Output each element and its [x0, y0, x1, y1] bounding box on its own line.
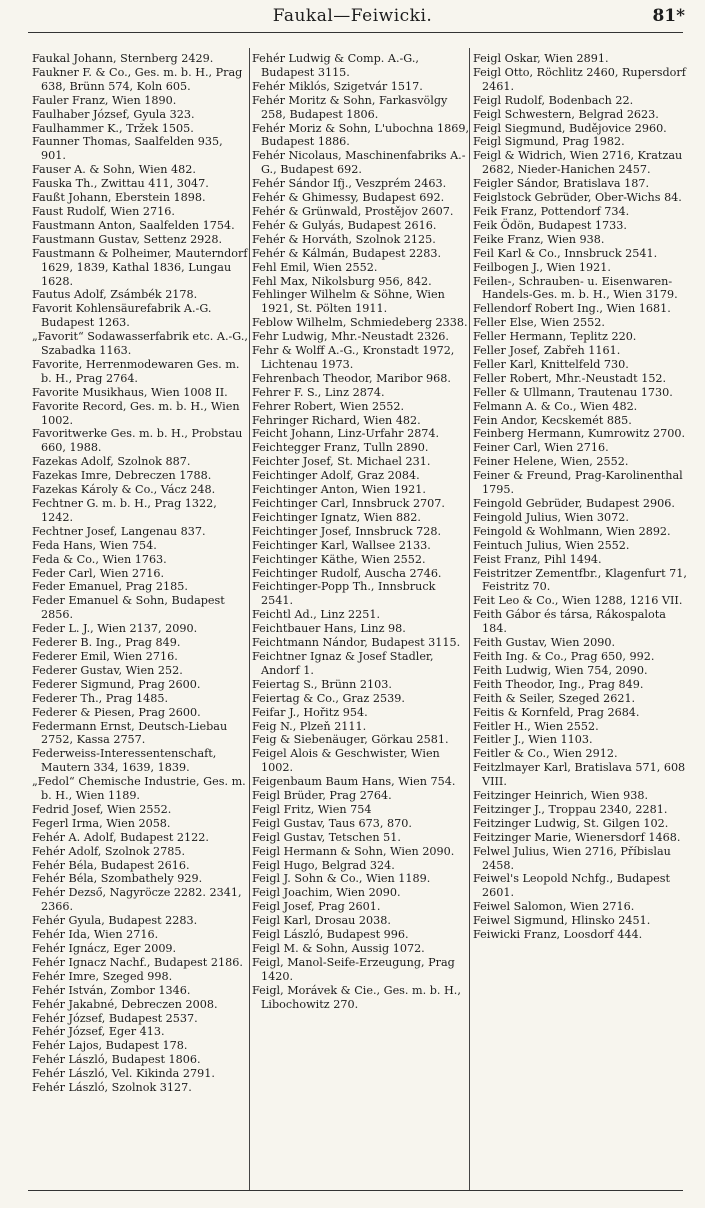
- directory-entry: Fehl Max, Nikolsburg 956, 842.: [252, 274, 432, 288]
- directory-entry: Faukal Johann, Sternberg 2429.: [32, 52, 214, 65]
- column-2: [252, 52, 470, 1188]
- directory-entry: Feigl Josef, Prag 2601.: [252, 900, 381, 914]
- directory-entry: Feitler H., Wien 2552.: [473, 719, 599, 733]
- directory-entry: Feistritzer Zementfbr., Klagenfurt 71, Feistritz 70.: [473, 566, 687, 594]
- directory-entry: Feigl Schwestern, Belgrad 2623.: [473, 107, 659, 121]
- column-1: [32, 52, 250, 1188]
- directory-entry: Feller Karl, Knittelfeld 730.: [473, 357, 629, 371]
- directory-entry: Feiglstock Gebrüder, Ober-Wichs 84.: [473, 191, 682, 205]
- directory-entry: Feiner & Freund, Prag-Karolinenthal 1795.: [473, 469, 683, 497]
- directory-entry: Fehlinger Wilhelm & Söhne, Wien 1921, St. Pölten 1911.: [252, 288, 445, 316]
- directory-entry: Fehér Ludwig & Comp. A.-G., Budapest 3115.: [252, 52, 419, 79]
- directory-entry: Fehér Lajos, Budapest 178.: [32, 1039, 188, 1053]
- directory-entry: Feichtinger Ignatz, Wien 882.: [252, 510, 421, 524]
- directory-entry: Feichtinger-Popp Th., Innsbruck 2541.: [252, 580, 436, 608]
- directory-entry: Feigl László, Budapest 996.: [252, 928, 409, 942]
- directory-entry: Fehér Béla, Budapest 2616.: [32, 858, 190, 872]
- directory-entry: Feil Karl & Co., Innsbruck 2541.: [473, 246, 658, 260]
- directory-entry: Feigl Siegmund, Budějovice 2960.: [473, 121, 667, 135]
- directory-entry: Fehér & Gulyás, Budapest 2616.: [252, 218, 437, 232]
- directory-entry: Fehér Moriz & Sohn, L'ubochna 1869, Budapest 1886.: [252, 121, 470, 149]
- directory-entry: Faustmann & Polheimer, Mauterndorf 1629, 1839, Kathal 1836, Lungau 1628.: [32, 246, 248, 288]
- directory-entry: Favorite Musikhaus, Wien 1008 II.: [32, 385, 228, 399]
- directory-entry: Fehér József, Eger 413.: [32, 1025, 165, 1039]
- directory-entry: Feda Hans, Wien 754.: [32, 538, 157, 552]
- directory-entry: Feist Franz, Pihl 1494.: [473, 552, 602, 566]
- directory-entry: Fehér Nicolaus, Maschinenfabriks A.-G., Budapest 692.: [252, 149, 466, 177]
- directory-entry: Feik Ödön, Budapest 1733.: [473, 218, 627, 232]
- directory-entry: Fehér & Grünwald, Prostějov 2607.: [252, 204, 454, 218]
- column-3: [473, 52, 691, 1188]
- directory-entry: Fechtner G. m. b. H., Prag 1322, 1242.: [32, 497, 217, 524]
- column-divider: [249, 48, 250, 1190]
- directory-entry: Feigl Rudolf, Bodenbach 22.: [473, 93, 634, 107]
- directory-entry: Feingold Julius, Wien 3072.: [473, 510, 629, 524]
- directory-entry: Fehér Sándor Ifj., Veszprém 2463.: [252, 177, 447, 191]
- directory-entry: Fehér Adolf, Szolnok 2785.: [32, 844, 186, 858]
- directory-entry: Feder Carl, Wien 2716.: [32, 566, 165, 580]
- directory-entry: Fellendorf Robert Ing., Wien 1681.: [473, 302, 671, 316]
- directory-entry: Feigler Sándor, Bratislava 187.: [473, 177, 650, 191]
- directory-entry: Faust Rudolf, Wien 2716.: [32, 204, 175, 218]
- directory-entry: Feller Else, Wien 2552.: [473, 316, 605, 330]
- directory-entry: Feiner Carl, Wien 2716.: [473, 441, 609, 455]
- directory-entry: Feitler & Co., Wien 2912.: [473, 747, 618, 761]
- directory-entry: Fehér Ida, Wien 2716.: [32, 928, 159, 942]
- directory-entry: Feilbogen J., Wien 1921.: [473, 260, 611, 274]
- directory-entry: Feichtbauer Hans, Linz 98.: [252, 622, 406, 636]
- directory-entry: Fehér & Kálmán, Budapest 2283.: [252, 246, 442, 260]
- directory-entry: Feigl Oskar, Wien 2891.: [473, 52, 609, 65]
- directory-entry: Feigl Otto, Röchlitz 2460, Rupersdorf 2461.: [473, 65, 686, 93]
- directory-entry: Fechtner Josef, Langenau 837.: [32, 524, 206, 538]
- directory-entry: Fautus Adolf, Zsámbék 2178.: [32, 288, 198, 302]
- directory-entry: Fauska Th., Zwittau 411, 3047.: [32, 177, 209, 191]
- directory-entry: Feigl, Manol-Seife-Erzeugung, Prag 1420.: [252, 955, 455, 983]
- directory-entry: Fehér Moritz & Sohn, Farkasvölgy 258, Budapest 1806.: [252, 93, 448, 121]
- directory-entry: Federmann Ernst, Deutsch-Liebau 2752, Kassa 2757.: [32, 719, 228, 747]
- header-rule: [28, 32, 683, 33]
- directory-entry: Favoritwerke Ges. m. b. H., Probstau 660, 1988.: [32, 427, 243, 455]
- directory-entry: Feigl J. Sohn & Co., Wien 1189.: [252, 872, 431, 886]
- directory-entry: Federer Th., Prag 1485.: [32, 691, 169, 705]
- directory-entry: Feichtmann Nándor, Budapest 3115.: [252, 636, 461, 650]
- footer-rule: [28, 1190, 683, 1191]
- directory-entry: Federweiss-Interessentenschaft, Mautern 334, 1639, 1839.: [32, 747, 217, 775]
- directory-entry: Feitzinger Ludwig, St. Gilgen 102.: [473, 816, 669, 830]
- directory-entry: Feiwel's Leopold Nchfg., Budapest 2601.: [473, 872, 670, 900]
- directory-entry: Feichtinger Käthe, Wien 2552.: [252, 552, 426, 566]
- directory-entry: „Fedol“ Chemische Industrie, Ges. m. b. H., Wien 1189.: [32, 775, 246, 803]
- directory-entry: Feitzinger J., Troppau 2340, 2281.: [473, 802, 668, 816]
- directory-entry: Faulhaber József, Gyula 323.: [32, 107, 195, 121]
- directory-entry: Fauler Franz, Wien 1890.: [32, 93, 177, 107]
- directory-entry: Fehér & Ghimessy, Budapest 692.: [252, 191, 445, 205]
- directory-entry: Fehér & Horváth, Szolnok 2125.: [252, 232, 436, 246]
- directory-entry: Fehl Emil, Wien 2552.: [252, 260, 378, 274]
- directory-entry: Fazekas Adolf, Szolnok 887.: [32, 455, 191, 469]
- directory-entry: Fazekas Károly & Co., Vácz 248.: [32, 483, 216, 497]
- directory-entry: Feitzlmayer Karl, Bratislava 571, 608 VIII.: [473, 761, 686, 789]
- column-divider: [469, 48, 470, 1190]
- directory-entry: Feig & Siebenäuger, Görkau 2581.: [252, 733, 449, 747]
- directory-entry: Feintuch Julius, Wien 2552.: [473, 538, 630, 552]
- directory-entry: Feith Ludwig, Wien 754, 2090.: [473, 663, 648, 677]
- directory-entry: Fehér Miklós, Szigetvár 1517.: [252, 79, 423, 93]
- directory-entry: Feith Ing. & Co., Prag 650, 992.: [473, 649, 655, 663]
- directory-entry: Feigl Fritz, Wien 754: [252, 802, 372, 816]
- directory-entry: Feith Gustav, Wien 2090.: [473, 636, 616, 650]
- directory-entry: Feigenbaum Baum Hans, Wien 754.: [252, 775, 456, 789]
- directory-entry: Feigl Gustav, Tetschen 51.: [252, 830, 401, 844]
- directory-entry: Fehér József, Budapest 2537.: [32, 1011, 198, 1025]
- directory-entry: Fehér Béla, Szombathely 929.: [32, 872, 203, 886]
- directory-entry: Feicht Johann, Linz-Urfahr 2874.: [252, 427, 440, 441]
- directory-entry: Fehér István, Zombor 1346.: [32, 983, 191, 997]
- directory-entry: Feifar J., Hořitz 954.: [252, 705, 368, 719]
- directory-entry: Feigl Brüder, Prag 2764.: [252, 789, 392, 803]
- directory-entry: Feller Robert, Mhr.-Neustadt 152.: [473, 371, 667, 385]
- directory-entry: Feik Franz, Pottendorf 734.: [473, 204, 630, 218]
- directory-entry: Favorite Record, Ges. m. b. H., Wien 1002.: [32, 399, 240, 427]
- directory-entry: „Favorit“ Sodawasserfabrik etc. A.-G., Szabadka 1163.: [32, 330, 248, 358]
- directory-entry: Fehér Imre, Szeged 998.: [32, 969, 173, 983]
- directory-entry: Feigl Hermann & Sohn, Wien 2090.: [252, 844, 455, 858]
- directory-entry: Feichtinger Carl, Innsbruck 2707.: [252, 497, 445, 510]
- directory-entry: Fauser A. & Sohn, Wien 482.: [32, 163, 196, 177]
- directory-entry: Fedrid Josef, Wien 2552.: [32, 802, 172, 816]
- directory-entry: Feith & Seiler, Szeged 2621.: [473, 691, 636, 705]
- directory-entry: Feder Emanuel & Sohn, Budapest 2856.: [32, 594, 225, 622]
- directory-entry: Feitler J., Wien 1103.: [473, 733, 593, 747]
- directory-entry: Feichtner Ignaz & Josef Stadler, Andorf 1.: [252, 649, 434, 677]
- directory-entry: Faunner Thomas, Saalfelden 935, 901.: [32, 135, 223, 163]
- directory-entry: Felmann A. & Co., Wien 482.: [473, 399, 638, 413]
- directory-entry: Feiwicki Franz, Loosdorf 444.: [473, 928, 643, 942]
- directory-entry: Federer Sigmund, Prag 2600.: [32, 677, 201, 691]
- directory-entry: Feller & Ullmann, Trautenau 1730.: [473, 385, 673, 399]
- directory-entry: Faulhammer K., Tržek 1505.: [32, 121, 194, 135]
- directory-entry: Feichter Josef, St. Michael 231.: [252, 455, 431, 469]
- directory-entry: Feda & Co., Wien 1763.: [32, 552, 167, 566]
- directory-entry: Feigl, Morávek & Cie., Ges. m. b. H., Libochowitz 270.: [252, 983, 461, 1011]
- directory-entry: Faußt Johann, Eberstein 1898.: [32, 191, 206, 205]
- directory-entry: Fehrenbach Theodor, Maribor 968.: [252, 371, 451, 385]
- directory-entry: Feller Hermann, Teplitz 220.: [473, 330, 637, 344]
- directory-entry: Feigl Gustav, Taus 673, 870.: [252, 816, 412, 830]
- directory-entry: Feigl Sigmund, Prag 1982.: [473, 135, 625, 149]
- directory-entry: Faustmann Anton, Saalfelden 1754.: [32, 218, 235, 232]
- directory-entry: Feigel Alois & Geschwister, Wien 1002.: [252, 747, 440, 775]
- directory-entry: Feig N., Plzeň 2111.: [252, 719, 367, 733]
- directory-entry: Fegerl Irma, Wien 2058.: [32, 816, 171, 830]
- directory-entry: Favorite, Herrenmodewaren Ges. m. b. H., Prag 2764.: [32, 357, 240, 385]
- directory-entry: Fehér László, Szolnok 3127.: [32, 1081, 192, 1095]
- directory-entry: Federer Gustav, Wien 252.: [32, 663, 183, 677]
- directory-entry: Federer & Piesen, Prag 2600.: [32, 705, 201, 719]
- directory-entry: Feichtinger Rudolf, Auscha 2746.: [252, 566, 442, 580]
- directory-entry: Fehringer Richard, Wien 482.: [252, 413, 421, 427]
- directory-entry: Fehrer F. S., Linz 2874.: [252, 385, 385, 399]
- directory-entry: Feichtl Ad., Linz 2251.: [252, 608, 381, 622]
- directory-entry: Feith Gábor és társa, Rákospalota 184.: [473, 608, 666, 636]
- directory-entry: Feigl Joachim, Wien 2090.: [252, 886, 401, 900]
- directory-entry: Feigl & Widrich, Wien 2716, Kratzau 2682, Nieder-Hanichen 2457.: [473, 149, 683, 177]
- directory-entry: Feichtinger Karl, Wallsee 2133.: [252, 538, 431, 552]
- directory-entry: Fehér A. Adolf, Budapest 2122.: [32, 830, 209, 844]
- directory-entry: Feiwel Sigmund, Hlinsko 2451.: [473, 914, 651, 928]
- directory-entry: Fazekas Imre, Debreczen 1788.: [32, 469, 212, 483]
- page-number: 81*: [652, 6, 685, 26]
- directory-entry: Fehér Dezső, Nagyröcze 2282. 2341, 2366.: [32, 886, 242, 914]
- directory-entry: Feith Theodor, Ing., Prag 849.: [473, 677, 644, 691]
- directory-entry: Feinberg Hermann, Kumrowitz 2700.: [473, 427, 686, 441]
- directory-entry: Feichtinger Anton, Wien 1921.: [252, 483, 426, 497]
- directory-entry: Federer B. Ing., Prag 849.: [32, 636, 181, 650]
- directory-entry: Feichtinger Josef, Innsbruck 728.: [252, 524, 442, 538]
- directory-entry: Fein Andor, Kecskemét 885.: [473, 413, 632, 427]
- directory-entry: Fehér Jakabné, Debreczen 2008.: [32, 997, 218, 1011]
- directory-entry: Feingold & Wohlmann, Wien 2892.: [473, 524, 671, 538]
- directory-entry: Feigl Karl, Drosau 2038.: [252, 914, 391, 928]
- directory-entry: Fehr & Wolff A.-G., Kronstadt 1972, Lichtenau 1973.: [252, 344, 455, 371]
- directory-entry: Feit Leo & Co., Wien 1288, 1216 VII.: [473, 594, 683, 608]
- directory-entry: Feiner Helene, Wien, 2552.: [473, 455, 629, 469]
- directory-entry: Feichtegger Franz, Tulln 2890.: [252, 441, 429, 455]
- directory-entry: Feitzinger Heinrich, Wien 938.: [473, 789, 649, 803]
- directory-entry: Fehér Gyula, Budapest 2283.: [32, 914, 198, 928]
- directory-entry: Faukner F. & Co., Ges. m. b. H., Prag 638, Brünn 574, Koln 605.: [32, 65, 243, 93]
- directory-entry: Felwel Julius, Wien 2716, Příbislau 2458.: [473, 844, 671, 872]
- directory-entry: Feder L. J., Wien 2137, 2090.: [32, 622, 198, 636]
- directory-entry: Feitzinger Marie, Wienersdorf 1468.: [473, 830, 681, 844]
- directory-entry: Feitis & Kornfeld, Prag 2684.: [473, 705, 640, 719]
- directory-entry: Fehér Ignacz Nachf., Budapest 2186.: [32, 955, 243, 969]
- directory-entry: Feichtinger Adolf, Graz 2084.: [252, 469, 420, 483]
- directory-entry: Feder Emanuel, Prag 2185.: [32, 580, 188, 594]
- directory-entry: Fehér László, Vel. Kikinda 2791.: [32, 1067, 215, 1081]
- directory-entry: Feller Josef, Zabřeh 1161.: [473, 344, 621, 358]
- directory-entry: Favorit Kohlensäurefabrik A.-G. Budapest 1263.: [32, 302, 212, 330]
- directory-entry: Federer Emil, Wien 2716.: [32, 649, 178, 663]
- directory-entry: Fehrer Robert, Wien 2552.: [252, 399, 405, 413]
- directory-entry: Feblow Wilhelm, Schmiedeberg 2338.: [252, 316, 468, 330]
- directory-entry: Fehr Ludwig, Mhr.-Neustadt 2326.: [252, 330, 449, 344]
- directory-entry: Feiertag & Co., Graz 2539.: [252, 691, 405, 705]
- directory-entry: Feiertag S., Brünn 2103.: [252, 677, 392, 691]
- running-title: Faukal—Feiwicki.: [272, 6, 433, 26]
- page-header: [0, 6, 705, 32]
- directory-entry: Feigl Hugo, Belgrad 324.: [252, 858, 395, 872]
- directory-entry: Feigl M. & Sohn, Aussig 1072.: [252, 942, 425, 955]
- directory-entry: Fehér Ignácz, Eger 2009.: [32, 942, 177, 955]
- directory-entry: Feilen-, Schrauben- u. Eisenwaren-Handels-Ges. m. b. H., Wien 3179.: [473, 274, 678, 302]
- directory-entry: Fehér László, Budapest 1806.: [32, 1053, 201, 1067]
- directory-entry: Feiwel Salomon, Wien 2716.: [473, 900, 635, 914]
- directory-entry: Faustmann Gustav, Settenz 2928.: [32, 232, 223, 246]
- directory-entry: Feike Franz, Wien 938.: [473, 232, 605, 246]
- directory-entry: Feingold Gebrüder, Budapest 2906.: [473, 497, 675, 510]
